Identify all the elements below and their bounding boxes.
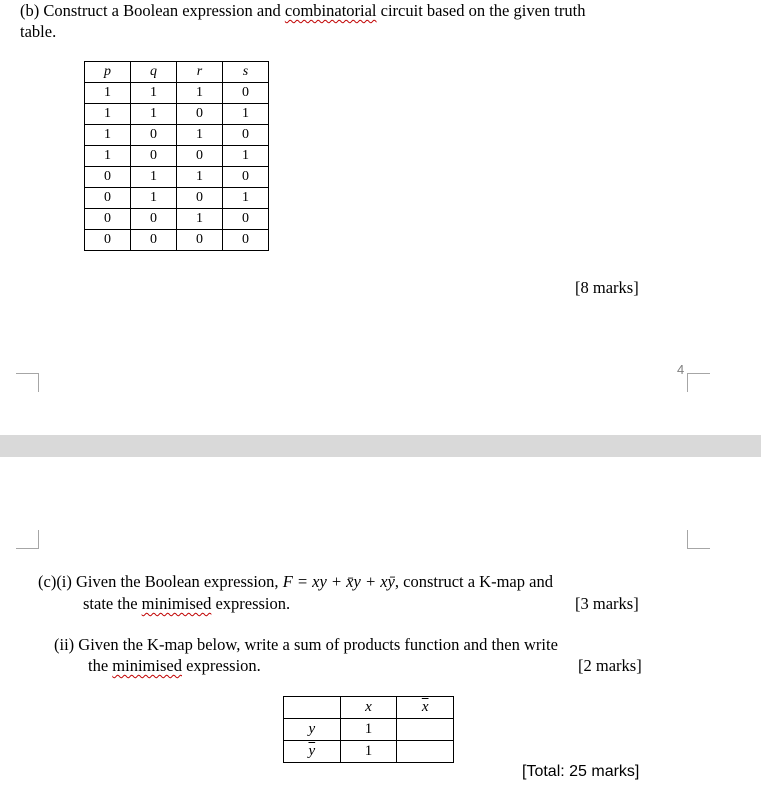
k-map-corner-cell	[284, 697, 341, 719]
k-map-row-label-y: y	[284, 719, 341, 741]
truth-table-header-row	[85, 62, 269, 83]
header-r: r	[177, 62, 223, 83]
header-p: p	[85, 62, 131, 83]
k-map-row-label-ybar: $\overline{y}$	[284, 741, 341, 763]
truth-table-cell: 0	[177, 146, 223, 167]
header-q: q	[131, 62, 177, 83]
spell-check-word[interactable]: minimised	[112, 656, 182, 675]
truth-table-row	[85, 83, 269, 104]
truth-table-cell: 0	[131, 209, 177, 230]
part-c-ii-line1	[54, 635, 558, 655]
part-b-text-pre: Construct a Boolean expression and	[43, 1, 285, 20]
truth-table-cell: 0	[223, 209, 269, 230]
spell-check-word[interactable]: minimised	[141, 594, 212, 613]
truth-table-cell: 1	[177, 167, 223, 188]
truth-table-cell: 0	[85, 167, 131, 188]
truth-table-cell: 0	[223, 230, 269, 251]
truth-table-cell: 1	[85, 104, 131, 125]
page-number: 4	[677, 362, 685, 377]
part-b-marks: [8 marks]	[575, 278, 639, 297]
truth-table-row	[85, 125, 269, 146]
page-corner-mark	[687, 373, 710, 392]
page-corner-mark	[687, 530, 710, 549]
header-s: s	[223, 62, 269, 83]
truth-table-cell: 1	[223, 104, 269, 125]
part-c-ii-label: (ii)	[54, 635, 75, 654]
part-c-ii-line2-post: expression.	[181, 656, 261, 675]
truth-table-cell: 0	[85, 209, 131, 230]
truth-table-cell: 0	[223, 83, 269, 104]
truth-table-cell: 1	[223, 188, 269, 209]
truth-table-cell: 1	[131, 83, 177, 104]
truth-table-row	[85, 188, 269, 209]
k-map-cell	[397, 741, 454, 763]
k-map-cell: 1	[340, 719, 397, 741]
truth-table-cell: 0	[177, 188, 223, 209]
page-corner-mark	[16, 373, 39, 392]
part-b-line2: table.	[20, 22, 57, 41]
part-b-text-post: circuit based on the given truth	[376, 1, 586, 20]
part-c-ii-marks: [2 marks]	[578, 656, 642, 675]
truth-table-row	[85, 146, 269, 167]
part-c-i-label: (c)(i)	[38, 572, 72, 591]
part-c-i-marks: [3 marks]	[575, 594, 639, 613]
part-c-i-line2-pre: state the	[83, 594, 142, 613]
k-map-table	[283, 696, 454, 763]
part-c-i-text-pre: Given the Boolean expression,	[76, 572, 283, 591]
part-b-label: (b)	[20, 1, 40, 20]
truth-table-cell: 1	[131, 104, 177, 125]
truth-table-cell: 1	[177, 209, 223, 230]
part-c-ii-line2	[88, 656, 261, 676]
k-map-col-x: x	[340, 697, 397, 719]
truth-table-row	[85, 230, 269, 251]
truth-table-cell: 1	[223, 146, 269, 167]
truth-table-cell: 1	[85, 125, 131, 146]
truth-table-cell: 0	[131, 146, 177, 167]
truth-table-cell: 1	[131, 167, 177, 188]
k-map-cell: 1	[340, 741, 397, 763]
truth-table	[84, 61, 269, 251]
truth-table-cell: 0	[223, 125, 269, 146]
k-map-header-row	[284, 697, 454, 719]
part-c-i-text-post: , construct a K-map and	[394, 572, 553, 591]
part-b-line1	[20, 1, 585, 21]
truth-table-cell: 0	[177, 230, 223, 251]
spell-check-word[interactable]: combinatorial	[284, 1, 377, 20]
truth-table-cell: 1	[131, 188, 177, 209]
truth-table-cell: 1	[177, 125, 223, 146]
k-map-row-ybar	[284, 741, 454, 763]
truth-table-cell: 0	[131, 230, 177, 251]
total-marks: [Total: 25 marks]	[522, 763, 640, 780]
truth-table-row	[85, 167, 269, 188]
part-c-i-line1	[38, 572, 553, 592]
truth-table-cell: 0	[223, 167, 269, 188]
k-map-col-xbar: $\overline{x}$	[397, 697, 454, 719]
truth-table-cell: 0	[85, 230, 131, 251]
part-c-ii-line2-pre: the	[88, 656, 113, 675]
part-c-i-line2-post: expression.	[211, 594, 291, 613]
truth-table-cell: 0	[85, 188, 131, 209]
truth-table-cell: 1	[85, 83, 131, 104]
page-gap	[0, 435, 761, 457]
k-map-cell	[397, 719, 454, 741]
truth-table-cell: 1	[85, 146, 131, 167]
truth-table-cell: 0	[177, 104, 223, 125]
k-map-row-y	[284, 719, 454, 741]
part-c-ii-text: Given the K-map below, write a sum of products function and then write	[78, 635, 558, 654]
truth-table-row	[85, 104, 269, 125]
truth-table-cell: 1	[177, 83, 223, 104]
page-corner-mark	[16, 530, 39, 549]
part-c-i-line2	[83, 594, 290, 614]
truth-table-cell: 0	[131, 125, 177, 146]
truth-table-row	[85, 209, 269, 230]
boolean-expression: F = xy + x̄y + xȳ	[282, 572, 395, 591]
